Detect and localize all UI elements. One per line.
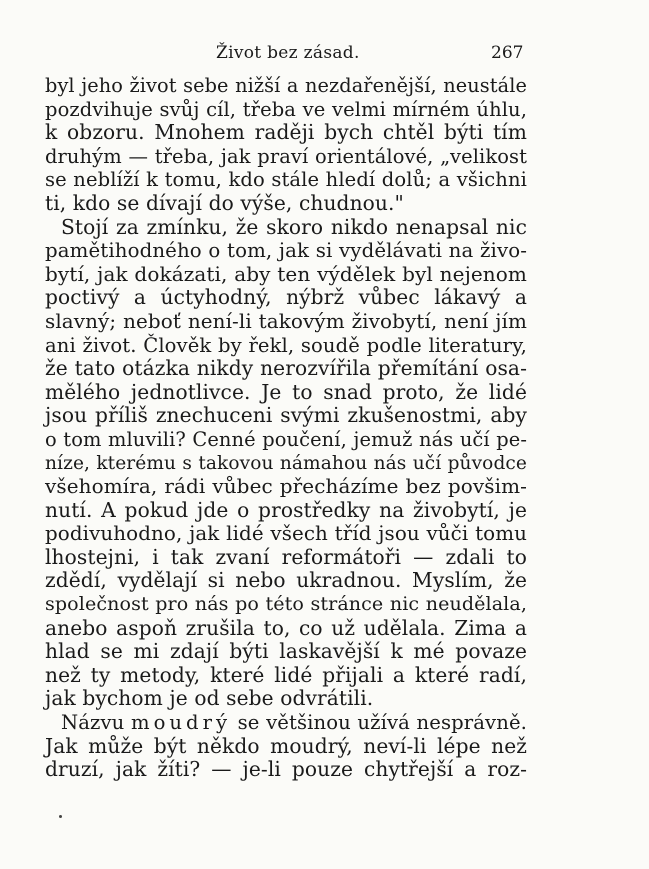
text-line: jsou příliš znechuceni svými zkušenostmi, aby (45, 403, 527, 428)
text-line: Jak může být někdo moudrý, neví-li lépe než (45, 733, 527, 758)
paragraph-lead-word: Názvu (61, 711, 125, 735)
print-speck (59, 815, 62, 818)
text-line: o tom mluvili? Cenné poučení, jemuž nás učí pe- (45, 427, 527, 451)
text-line: než ty metody, které lidé přijali a které radí, (45, 662, 527, 687)
text-line: bytí, jak dokázati, aby ten výdělek byl nejenom (45, 261, 527, 286)
emphasized-word: moudrý (130, 711, 232, 735)
text-line: všehomíra, rádi vůbec přecházíme bez povšim- (45, 474, 527, 499)
running-head (0, 43, 649, 67)
text-line: lhostejni, i tak zvaní reformátoři — zdali to (45, 544, 527, 569)
text-line: anebo aspoň zrušila to, co už udělala. Zima a (45, 615, 527, 640)
text-line: se neblíží k tomu, kdo stále hledí dolů; a všichni (45, 168, 527, 192)
text-line: níze, kterému s takovou námahou nás učí původce (45, 452, 527, 474)
text-line: slavný; neboť není-li takovým živobytí, není jím (45, 309, 527, 333)
page-number: 267 (491, 43, 524, 63)
text-line: nutí. A pokud jde o prostředky na živobytí, je (45, 497, 527, 522)
text-line: podivuhodno, jak lidé všech tříd jsou vůči tomu (45, 522, 527, 546)
paragraph-start-line: Stojí za zmínku, že skoro nikdo nenapsal nic (61, 214, 527, 239)
text-line: pamětihodného o tom, jak si vydělávati na živo- (45, 239, 527, 263)
running-title: Život bez zásad. (216, 43, 360, 63)
body-text (45, 74, 527, 782)
text-line: druhým — třeba, jak praví orientálové, „velikost (45, 144, 527, 168)
text-line: pozdvihuje svůj cíl, třeba ve velmi mírném úhlu, (45, 97, 527, 121)
text-line: hlad se mi zdají býti laskavější k mé povaze (45, 639, 527, 664)
paragraph-lead-rest: se většinou užívá nesprávně. (237, 711, 527, 735)
text-line: že tato otázka nikdy nerozvířila přemítání osa- (45, 356, 527, 381)
text-line: ti, kdo se dívají do výše, chudnou." (45, 190, 404, 215)
text-line: poctivý a úctyhodný, nýbrž vůbec lákavý a (45, 285, 527, 310)
text-line: ani život. Člověk by řekl, soudě podle literatury, (45, 333, 527, 357)
text-line: mělého jednotlivce. Je to snad proto, že lidé (45, 379, 527, 404)
paragraph-start-line (45, 711, 527, 735)
text-line: společnost pro nás po této stránce nic neudělala, (45, 593, 527, 616)
text-line: byl jeho život sebe nižší a nezdařenější, neustále (45, 74, 527, 97)
text-line: druzí, jak žíti? — je-li pouze chytřejší a roz- (45, 757, 527, 782)
text-line: zdědí, vydělají si nebo ukradnou. Myslím, že (45, 568, 527, 593)
text-line: k obzoru. Mnohem raději bych chtěl býti tím (45, 120, 527, 145)
text-line: jak bychom je od sebe odvrátili. (45, 686, 374, 711)
